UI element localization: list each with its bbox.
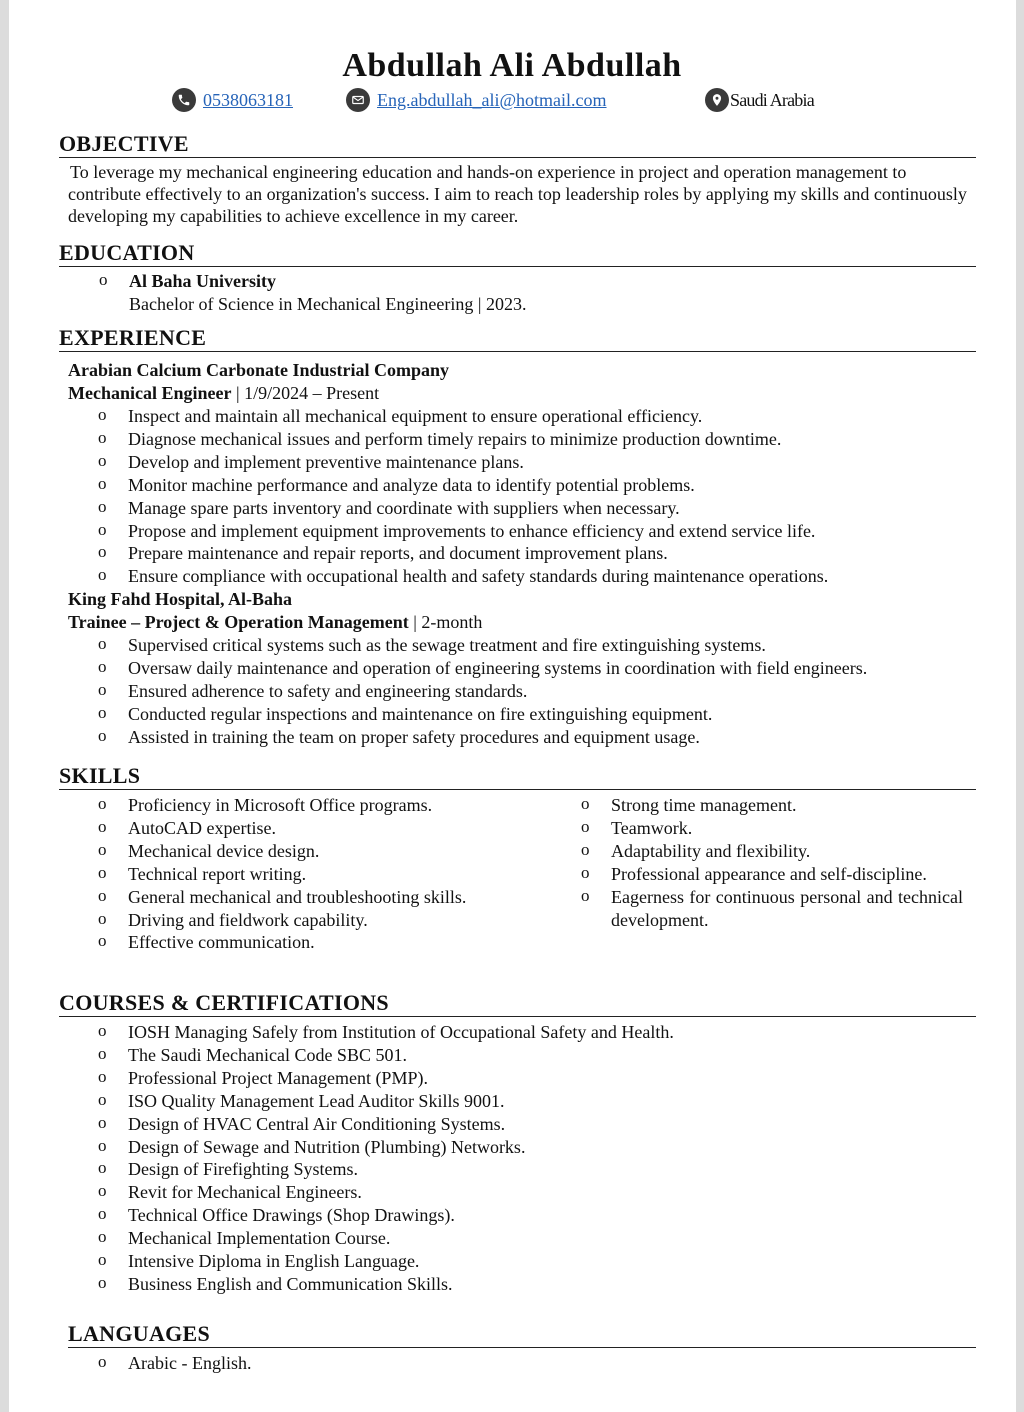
skills-left-list bbox=[60, 794, 481, 954]
skills-heading: SKILLS bbox=[59, 763, 141, 788]
list-item: o The Saudi Mechanical Code SBC 501. bbox=[60, 1044, 980, 1067]
list-item: o Ensured adherence to safety and engineering standards. bbox=[60, 680, 980, 703]
list-item: o Assisted in training the team on proper safety procedures and equipment usage. bbox=[60, 726, 980, 749]
list-item: o Inspect and maintain all mechanical equipment to ensure operational efficiency. bbox=[60, 405, 980, 428]
list-item: o Conducted regular inspections and maintenance on fire extinguishing equipment. bbox=[60, 703, 980, 726]
education-degree: Bachelor of Science in Mechanical Engineering | 2023. bbox=[129, 293, 527, 314]
contact-email bbox=[346, 86, 607, 114]
education-school: Al Baha University bbox=[129, 271, 277, 291]
job-2-title-line bbox=[68, 611, 482, 634]
list-item: o Adaptability and flexibility. bbox=[543, 840, 963, 863]
list-item: o Design of Firefighting Systems. bbox=[60, 1158, 980, 1181]
list-item: o General mechanical and troubleshooting skills. bbox=[60, 886, 481, 909]
courses-heading: COURSES & CERTIFICATIONS bbox=[59, 990, 389, 1015]
languages-list bbox=[60, 1352, 980, 1375]
list-item: o Mechanical Implementation Course. bbox=[60, 1227, 980, 1250]
list-item: o Oversaw daily maintenance and operation of engineering systems in coordination with field engineers. bbox=[60, 657, 980, 680]
list-item: o Professional Project Management (PMP). bbox=[60, 1067, 980, 1090]
phone-icon bbox=[172, 88, 196, 112]
list-item bbox=[61, 270, 961, 316]
job-1-title: Mechanical Engineer bbox=[68, 383, 232, 403]
list-item: o Intensive Diploma in English Language. bbox=[60, 1250, 980, 1273]
list-item: o Driving and fieldwork capability. bbox=[60, 909, 481, 932]
experience-heading: EXPERIENCE bbox=[59, 325, 207, 350]
list-item: o ISO Quality Management Lead Auditor Skills 9001. bbox=[60, 1090, 980, 1113]
section-skills bbox=[59, 763, 976, 790]
objective-heading: OBJECTIVE bbox=[59, 131, 189, 156]
list-item: o Technical report writing. bbox=[60, 863, 481, 886]
job-1-company: Arabian Calcium Carbonate Industrial Company bbox=[68, 360, 450, 380]
contact-phone bbox=[172, 86, 293, 114]
email-link[interactable]: Eng.abdullah_ali@hotmail.com bbox=[377, 89, 607, 110]
education-list bbox=[61, 270, 961, 316]
job-2-period: | 2-month bbox=[408, 612, 483, 632]
section-education bbox=[59, 240, 976, 267]
location-pin-icon bbox=[705, 88, 729, 112]
location-text: Saudi Arabia bbox=[730, 89, 814, 110]
education-heading: EDUCATION bbox=[59, 240, 195, 265]
section-experience bbox=[59, 325, 976, 352]
list-item: o Monitor machine performance and analyze data to identify potential problems. bbox=[60, 474, 980, 497]
list-item: o Effective communication. bbox=[60, 931, 481, 954]
list-item: o Develop and implement preventive maintenance plans. bbox=[60, 451, 980, 474]
job-2-company: King Fahd Hospital, Al-Baha bbox=[68, 589, 293, 609]
list-item: o Professional appearance and self-discipline. bbox=[543, 863, 963, 886]
list-item: o Manage spare parts inventory and coordinate with suppliers when necessary. bbox=[60, 497, 980, 520]
contact-location bbox=[705, 86, 814, 114]
list-item: o Propose and implement equipment improvements to enhance efficiency and extend service life. bbox=[60, 520, 980, 543]
skills-right-list bbox=[543, 794, 963, 931]
list-item: o Strong time management. bbox=[543, 794, 963, 817]
page-edge-right bbox=[1016, 0, 1024, 1412]
email-icon bbox=[346, 88, 370, 112]
list-item: o Revit for Mechanical Engineers. bbox=[60, 1181, 980, 1204]
list-item: o Business English and Communication Skills. bbox=[60, 1273, 980, 1296]
list-item: o Supervised critical systems such as the sewage treatment and fire extinguishing systems. bbox=[60, 634, 980, 657]
job-2-title: Trainee – Project & Operation Management bbox=[68, 612, 409, 632]
list-item: o Teamwork. bbox=[543, 817, 963, 840]
job-1-period: | 1/9/2024 – Present bbox=[231, 383, 380, 403]
list-item: o Eagerness for continuous personal and technical development. bbox=[543, 886, 963, 932]
list-item: o AutoCAD expertise. bbox=[60, 817, 481, 840]
job-2-duties bbox=[60, 634, 980, 749]
section-courses bbox=[59, 990, 976, 1017]
list-item: o Arabic - English. bbox=[60, 1352, 980, 1375]
list-item: o Diagnose mechanical issues and perform timely repairs to minimize production downtime. bbox=[60, 428, 980, 451]
section-languages bbox=[68, 1321, 976, 1348]
objective-text: To leverage my mechanical engineering education and hands-on experience in project and operation management to contribute effectively to an organization's success. I aim to reach top leadership roles by applying my skills and continuously developing my capabilities to achieve excellence in my career. bbox=[68, 162, 967, 226]
list-item: o IOSH Managing Safely from Institution of Occupational Safety and Health. bbox=[60, 1021, 980, 1044]
job-1-title-line bbox=[68, 382, 379, 405]
list-item: o Design of HVAC Central Air Conditioning Systems. bbox=[60, 1113, 980, 1136]
resume-name: Abdullah Ali Abdullah bbox=[342, 47, 682, 84]
list-item: o Design of Sewage and Nutrition (Plumbing) Networks. bbox=[60, 1136, 980, 1159]
list-item: o Ensure compliance with occupational health and safety standards during maintenance operations. bbox=[60, 565, 980, 588]
section-objective bbox=[59, 131, 976, 158]
courses-list bbox=[60, 1021, 980, 1296]
page-edge-left bbox=[0, 0, 9, 1412]
list-item: o Mechanical device design. bbox=[60, 840, 481, 863]
job-1-duties bbox=[60, 405, 980, 588]
list-item: o Technical Office Drawings (Shop Drawings). bbox=[60, 1204, 980, 1227]
list-item: o Proficiency in Microsoft Office programs. bbox=[60, 794, 481, 817]
list-item: o Prepare maintenance and repair reports, and document improvement plans. bbox=[60, 542, 980, 565]
languages-heading: LANGUAGES bbox=[68, 1321, 211, 1346]
phone-link[interactable]: 0538063181 bbox=[203, 89, 293, 110]
